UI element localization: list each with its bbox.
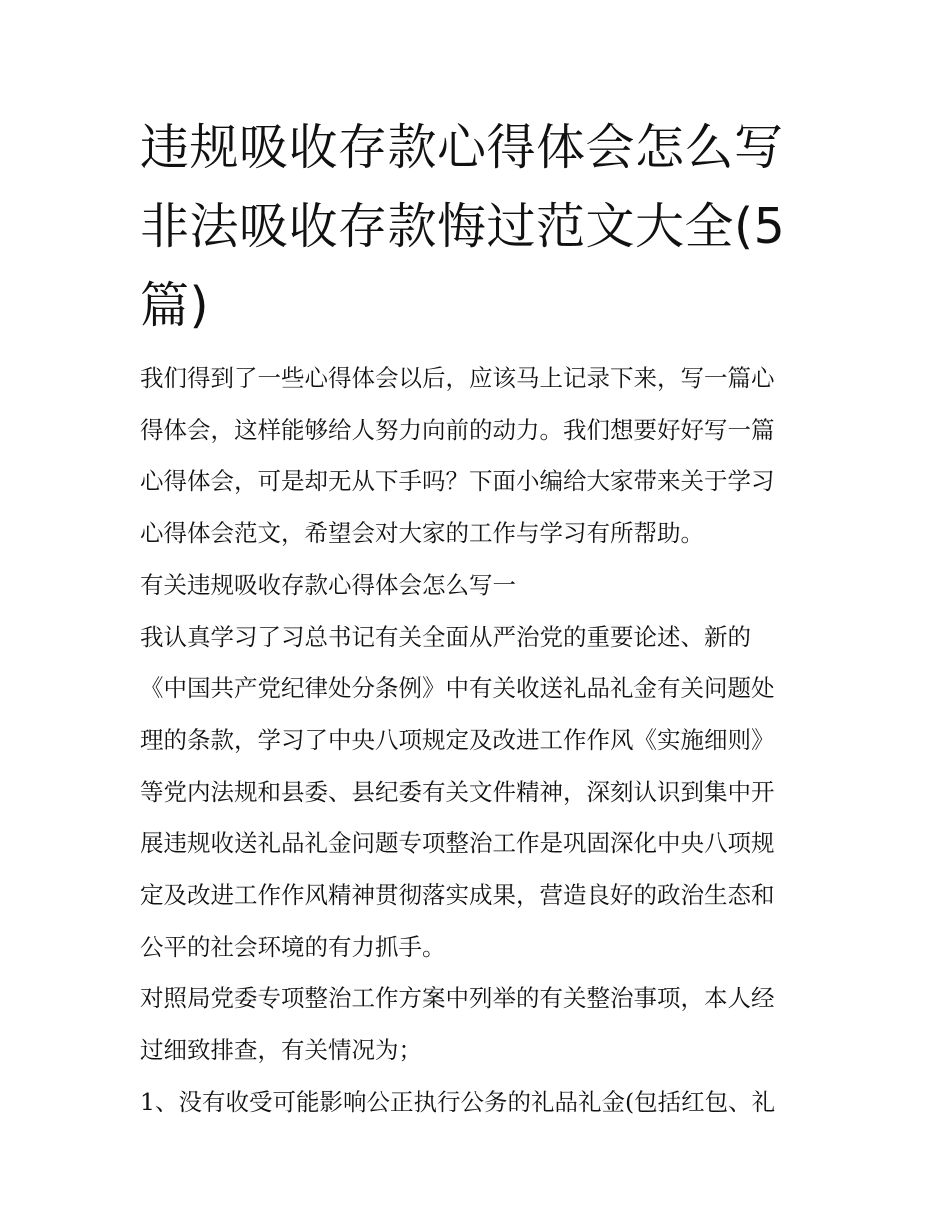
- intro-line: 心得体会，可是却无从下手吗？下面小编给大家带来关于学习: [140, 467, 775, 496]
- title-line: 非法吸收存款悔过范文大全(5: [140, 198, 786, 255]
- title-line: 篇): [140, 277, 210, 334]
- paragraph-line: 我认真学习了习总书记有关全面从严治党的重要论述、新的: [140, 622, 751, 651]
- intro-line: 我们得到了一些心得体会以后，应该马上记录下来，写一篇心: [140, 364, 775, 392]
- paragraph-line: 过细致排查，有关情况为；: [140, 1036, 422, 1065]
- paragraph-line: 展违规收送礼品礼金问题专项整治工作是巩固深化中央八项规: [140, 829, 775, 858]
- paragraph-line: 公平的社会环境的有力抓手。: [140, 932, 446, 961]
- document-title: [140, 108, 812, 345]
- paragraph-line: 对照局党委专项整治工作方案中列举的有关整治事项，本人经: [140, 984, 775, 1013]
- document-body: [140, 353, 812, 1129]
- paragraph-line: 定及改进工作作风精神贯彻落实成果，营造良好的政治生态和: [140, 881, 775, 910]
- paragraph-line: 《中国共产党纪律处分条例》中有关收送礼品礼金有关问题处: [140, 674, 775, 703]
- section-heading: 有关违规吸收存款心得体会怎么写一: [140, 570, 516, 599]
- title-line: 违规吸收存款心得体会怎么写: [140, 119, 784, 176]
- list-item-line: 1、没有收受可能影响公正执行公务的礼品礼金(包括红包、礼: [140, 1087, 776, 1116]
- paragraph-line: 等党内法规和县委、县纪委有关文件精神，深刻认识到集中开: [140, 777, 775, 806]
- intro-line: 心得体会范文，希望会对大家的工作与学习有所帮助。: [140, 519, 704, 548]
- document-content: [140, 108, 812, 1129]
- paragraph-line: 理的条款，学习了中央八项规定及改进工作作风《实施细则》: [140, 725, 775, 754]
- intro-line: 得体会，这样能够给人努力向前的动力。我们想要好好写一篇: [140, 415, 775, 444]
